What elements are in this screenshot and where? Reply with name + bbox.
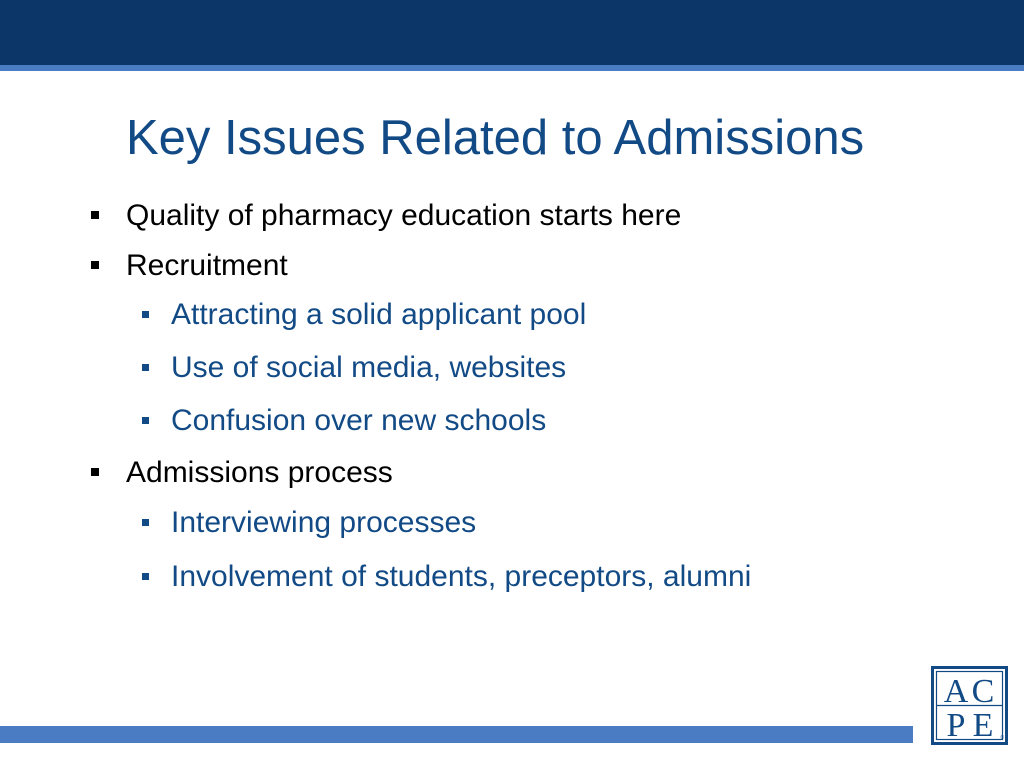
footer-bar [0,726,913,743]
sub-bullet-text: Attracting a solid applicant pool [171,298,587,331]
acpe-logo-icon [931,666,1008,745]
bullet-square-icon [142,311,149,318]
bullet-item [126,455,393,491]
svg-text:C: C [971,673,995,710]
bullet-square-icon [142,417,149,424]
header-bar [0,0,1024,65]
bullet-text: Quality of pharmacy education starts here [126,199,682,232]
slide-title: Key Issues Related to Admissions [126,111,865,165]
bullet-item [126,248,288,284]
bullet-square-icon [91,261,99,269]
bullet-text: Admissions process [126,456,393,489]
sub-bullet-text: Involvement of students, preceptors, alumni [171,560,752,593]
svg-text:A: A [943,673,969,710]
sub-bullet-item [171,297,586,333]
sub-bullet-item [171,350,566,386]
svg-text:P: P [946,707,966,744]
bullet-square-icon [91,211,99,219]
header-stripe [0,65,1024,71]
svg-text:®: ® [1000,735,1004,741]
bullet-square-icon [142,364,149,371]
sub-bullet-text: Use of social media, websites [171,351,567,384]
bullet-text: Recruitment [126,249,288,282]
bullet-square-icon [91,468,99,476]
bullet-square-icon [142,573,149,580]
sub-bullet-item [171,559,751,595]
sub-bullet-text: Confusion over new schools [171,404,547,437]
bullet-item [126,198,681,234]
svg-text:E: E [972,707,994,744]
bullet-square-icon [142,519,149,526]
sub-bullet-item [171,505,476,541]
sub-bullet-text: Interviewing processes [171,506,477,539]
sub-bullet-item [171,403,546,439]
